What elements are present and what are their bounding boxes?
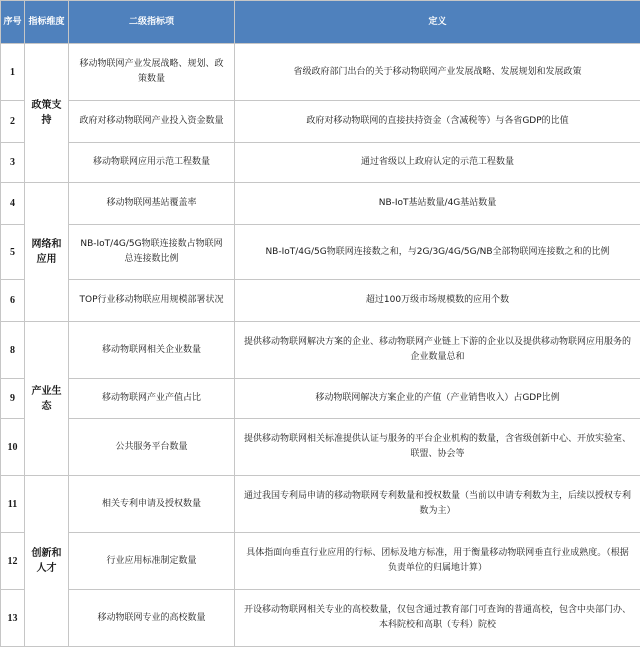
indicator-cell: TOP行业移动物联应用规模部署状况 bbox=[69, 280, 235, 322]
indicator-cell: 移动物联网基站覆盖率 bbox=[69, 183, 235, 225]
row-seq: 10 bbox=[1, 419, 25, 476]
row-seq: 6 bbox=[1, 280, 25, 322]
definition-cell: 具体指面向垂直行业应用的行标、团标及地方标准，用于衡量移动物联网垂直行业成熟度。（根据负责单位的归属地计算） bbox=[235, 533, 640, 590]
row-seq: 3 bbox=[1, 143, 25, 183]
header-row bbox=[1, 1, 640, 44]
table-row bbox=[1, 225, 640, 280]
indicator-cell: 移动物联网产业产值占比 bbox=[69, 379, 235, 419]
definition-cell: 通过我国专利局申请的移动物联网专利数量和授权数量（当前以申请专利数为主，后续以授权专利数为主） bbox=[235, 476, 640, 533]
definition-cell: 提供移动物联网解决方案的企业、移动物联网产业链上下游的企业以及提供移动物联网应用服务的企业数量总和 bbox=[235, 322, 640, 379]
header-dimension: 指标维度 bbox=[25, 1, 69, 44]
table-row bbox=[1, 590, 640, 647]
table-row bbox=[1, 322, 640, 379]
row-seq: 4 bbox=[1, 183, 25, 225]
definition-cell: NB-IoT基站数量/4G基站数量 bbox=[235, 183, 640, 225]
indicator-cell: 移动物联网应用示范工程数量 bbox=[69, 143, 235, 183]
definition-cell: 移动物联网解决方案企业的产值（产业销售收入）占GDP比例 bbox=[235, 379, 640, 419]
row-seq: 11 bbox=[1, 476, 25, 533]
indicator-cell: 相关专利申请及授权数量 bbox=[69, 476, 235, 533]
definition-cell: 开设移动物联网相关专业的高校数量，仅包含通过教育部门可查询的普通高校，包含中央部门办、本科院校和高职（专科）院校 bbox=[235, 590, 640, 647]
header-definition: 定义 bbox=[235, 1, 640, 44]
row-seq: 8 bbox=[1, 322, 25, 379]
table-row bbox=[1, 419, 640, 476]
definition-cell: NB-IoT/4G/5G物联网连接数之和，与2G/3G/4G/5G/NB全部物联网连接数之和的比例 bbox=[235, 225, 640, 280]
indicator-cell: 移动物联网产业发展战略、规划、政策数量 bbox=[69, 44, 235, 101]
table-row bbox=[1, 143, 640, 183]
table-row bbox=[1, 280, 640, 322]
row-seq: 9 bbox=[1, 379, 25, 419]
header-indicator: 二级指标项 bbox=[69, 1, 235, 44]
row-seq: 13 bbox=[1, 590, 25, 647]
definition-cell: 通过省级以上政府认定的示范工程数量 bbox=[235, 143, 640, 183]
table-row bbox=[1, 44, 640, 101]
indicator-cell: 移动物联网专业的高校数量 bbox=[69, 590, 235, 647]
table-row bbox=[1, 101, 640, 143]
indicator-cell: 政府对移动物联网产业投入资金数量 bbox=[69, 101, 235, 143]
definition-cell: 省级政府部门出台的关于移动物联网产业发展战略、发展规划和发展政策 bbox=[235, 44, 640, 101]
header-seq: 序号 bbox=[1, 1, 25, 44]
table-row bbox=[1, 533, 640, 590]
dimension-cell: 政策支持 bbox=[25, 44, 69, 183]
indicator-cell: 行业应用标准制定数量 bbox=[69, 533, 235, 590]
dimension-cell: 网络和应用 bbox=[25, 183, 69, 322]
indicator-cell: NB-IoT/4G/5G物联连接数占物联网总连接数比例 bbox=[69, 225, 235, 280]
table-row bbox=[1, 183, 640, 225]
definition-cell: 提供移动物联网相关标准提供认证与服务的平台企业机构的数量，含省级创新中心、开放实验室、联盟、协会等 bbox=[235, 419, 640, 476]
dimension-cell: 创新和人才 bbox=[25, 476, 69, 647]
row-seq: 2 bbox=[1, 101, 25, 143]
indicator-cell: 公共服务平台数量 bbox=[69, 419, 235, 476]
row-seq: 12 bbox=[1, 533, 25, 590]
dimension-cell: 产业生态 bbox=[25, 322, 69, 476]
table-row bbox=[1, 476, 640, 533]
table-row bbox=[1, 379, 640, 419]
row-seq: 5 bbox=[1, 225, 25, 280]
definition-cell: 政府对移动物联网的直接扶持资金（含减税等）与各省GDP的比值 bbox=[235, 101, 640, 143]
row-seq: 1 bbox=[1, 44, 25, 101]
indicator-cell: 移动物联网相关企业数量 bbox=[69, 322, 235, 379]
definition-cell: 超过100万级市场规模数的应用个数 bbox=[235, 280, 640, 322]
